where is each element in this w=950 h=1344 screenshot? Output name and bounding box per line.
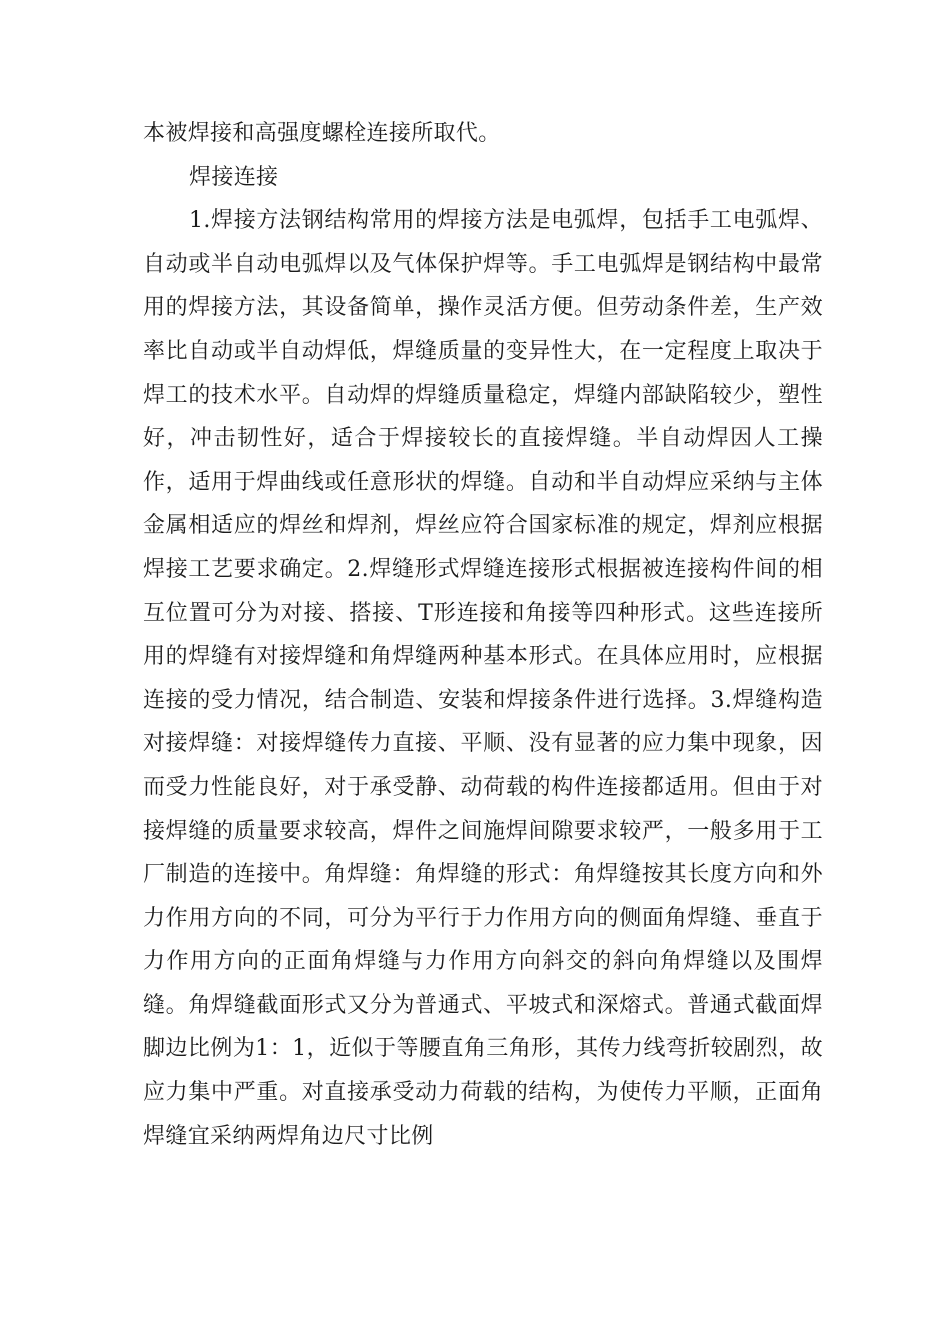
document-body <box>143 112 823 1158</box>
continuation-paragraph: 本被焊接和高强度螺栓连接所取代。 <box>143 121 501 146</box>
body-paragraph: 1.焊接方法钢结构常用的焊接方法是电弧焊，包括手工电弧焊、自动或半自动电弧焊以及气体保护焊等。手工电弧焊是钢结构中最常用的焊接方法，其设备简单，操作灵活方便。但劳动条件差，生产效率比自动或半自动焊低，焊缝质量的变异性大，在一定程度上取决于焊工的技术水平。自动焊的焊缝质量稳定，焊缝内部缺陷较少，塑性好，冲击韧性好，适合于焊接较长的直接焊缝。半自动焊因人工操作，适用于焊曲线或任意形状的焊缝。自动和半自动焊应采纳与主体金属相适应的焊丝和焊剂，焊丝应符合国家标准的规定，焊剂应根据焊接工艺要求确定。2.焊缝形式焊缝连接形式根据被连接构件间的相互位置可分为对接、搭接、T形连接和角接等四种形式。这些连接所用的焊缝有对接焊缝和角焊缝两种基本形式。在具体应用时，应根据连接的受力情况，结合制造、安装和焊接条件进行选择。3.焊缝构造对接焊缝：对接焊缝传力直接、平顺、没有显著的应力集中现象，因而受力性能良好，对于承受静、动荷载的构件连接都适用。但由于对接焊缝的质量要求较高，焊件之间施焊间隙要求较严，一般多用于工厂制造的连接中。角焊缝：角焊缝的形式：角焊缝按其长度方向和外力作用方向的不同，可分为平行于力作用方向的侧面角焊缝、垂直于力作用方向的正面角焊缝与力作用方向斜交的斜向角焊缝以及围焊缝。角焊缝截面形式又分为普通式、平坡式和深熔式。普通式截面焊脚边比例为1：1，近似于等腰直角三角形，其传力线弯折较剧烈，故应力集中严重。对直接承受动力荷载的结构，为使传力平顺，正面角焊缝宜采纳两焊角边尺寸比例 <box>143 208 823 1149</box>
section-heading: 焊接连接 <box>189 164 279 190</box>
